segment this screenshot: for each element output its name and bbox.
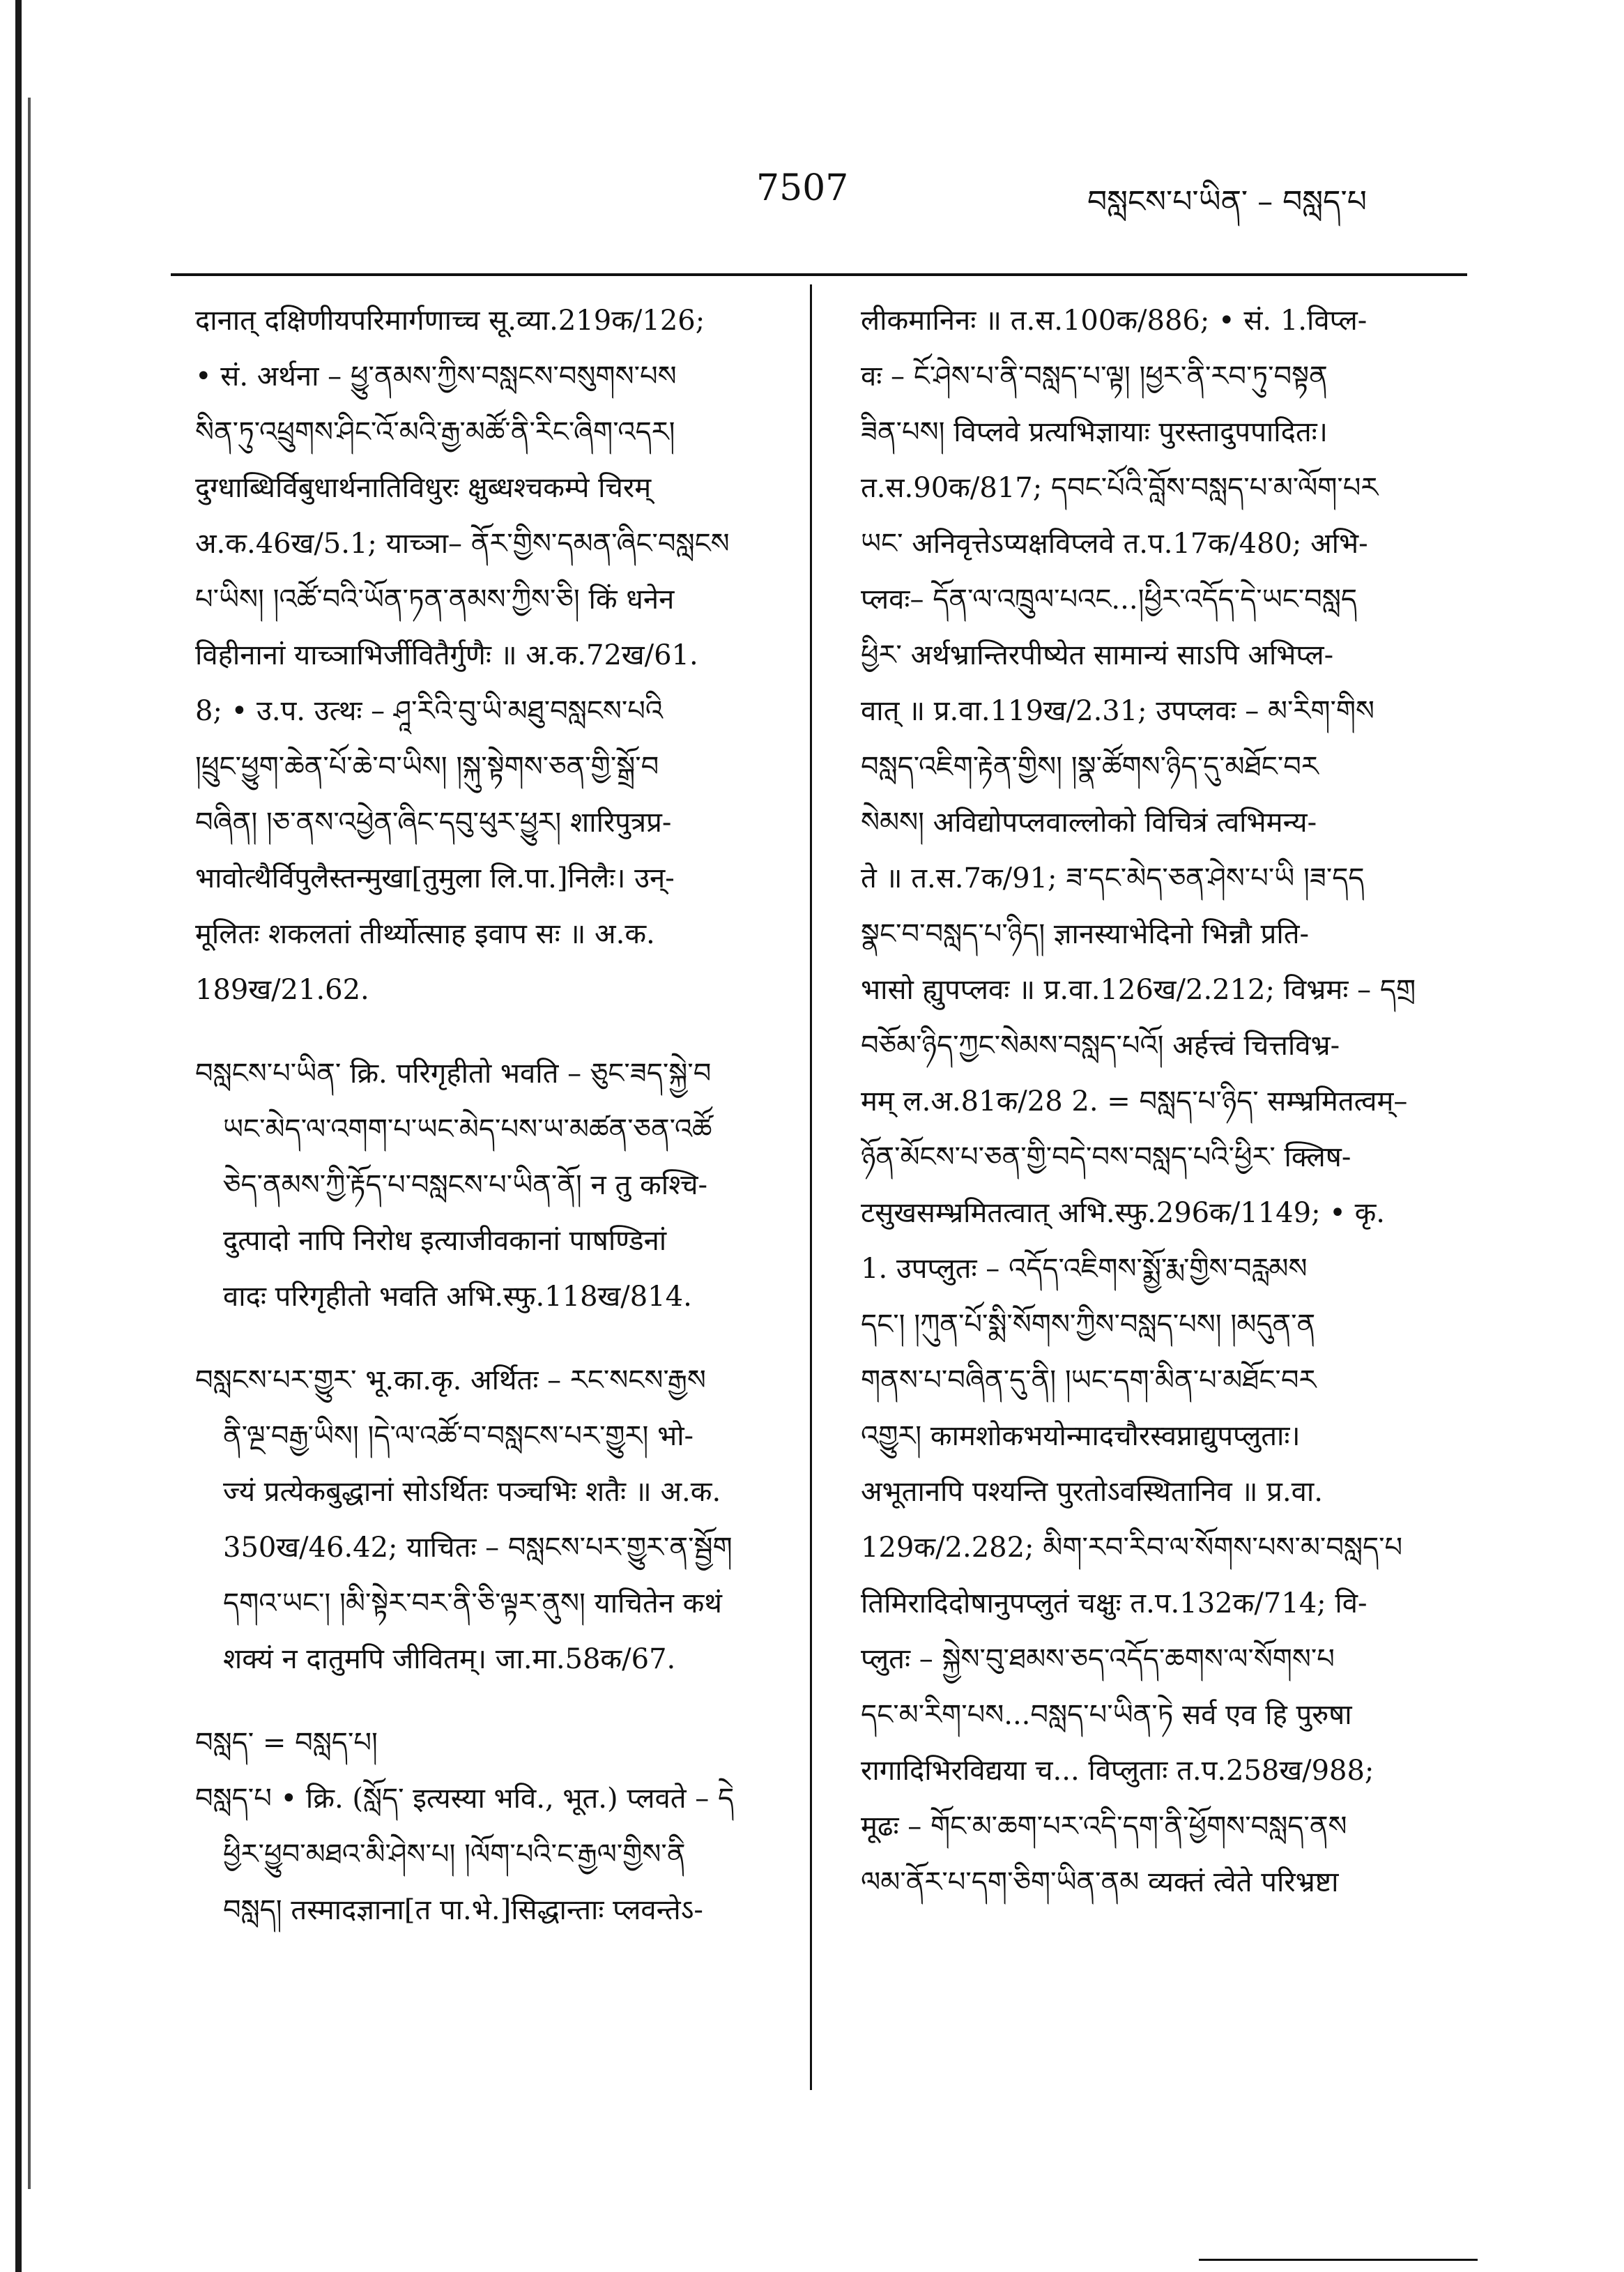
text-line: འགྱུར། कामशोकभयोन्मादचौरस्वप्नाद्युपप्लुताः। bbox=[861, 1420, 1301, 1452]
text-line: ཅེད་ནམས་ཀྱི་རྟོད་པ་བསླངས་པ་ཡིན་ནོ། न तु कश्चि- bbox=[223, 1169, 707, 1201]
text-line: लीकमानिनः ॥ त.स.100क/886; • सं. 1.विप्ल- bbox=[861, 305, 1368, 337]
right-column bbox=[861, 293, 1474, 1910]
text-line: 1. उपप्लुतः – འདོད་འཇིགས་སྨྱོ་རྨ་གྱིས་བརླམས bbox=[861, 1253, 1308, 1285]
text-line: སེམས། अविद्योपप्लवाल्लोको विचित्रं त्वभिमन्य- bbox=[861, 807, 1317, 839]
header-rule bbox=[171, 273, 1467, 276]
entry-gap bbox=[195, 1018, 795, 1046]
text-line: वादः परिगृहीतो भवति अभि.स्फु.118ख/814. bbox=[223, 1281, 692, 1313]
text-line: ཡང་མེད་ལ་འགག་པ་ཡང་མེད་པས་ཡ་མཚན་ཅན་འཚོ bbox=[223, 1113, 712, 1145]
text-line: ནི་ལྔ་བརྒྱ་ཡིས། །དེ་ལ་འཚོ་བ་བསླངས་པར་གྱུར། भो- bbox=[223, 1420, 694, 1452]
text-line: मम् ल.अ.81क/28 2. = བསླད་པ་ཉིད་ सम्भ्रमितत्वम्– bbox=[861, 1085, 1408, 1118]
text-line: प्लवः– དོན་ལ་འཁྲུལ་པའང...།ཕྱིར་འདོད་དེ་ཡང་བསླད bbox=[861, 584, 1357, 616]
text-line: दुग्धाब्धिर्विबुधार्थनातिविधुरः क्षुब्धश्चकम्पे चिरम् bbox=[195, 472, 652, 504]
text-line: གནས་པ་བཞིན་དུ་ནི། །ཡང་དག་མིན་པ་མཐོང་བར bbox=[861, 1364, 1317, 1396]
text-line: ཟིན་པས། विप्लवे प्रत्यभिज्ञायाः पुरस्तादुपपादितः। bbox=[861, 416, 1328, 448]
text-line: अ.क.46ख/5.1; याच्ञा– ནོར་གྱིས་དམན་ཞིང་བསླངས bbox=[195, 528, 730, 560]
text-line: 8; • उ.प. उत्थः – ཤཱ་རིའི་བུ་ཡི་མཐུ་བསླངས་པའི bbox=[195, 695, 664, 727]
text-line: བཅོམ་ཉིད་ཀྱང་སེམས་བསླད་པའོ། अर्हत्त्वं चित्तविभ्र- bbox=[861, 1030, 1340, 1062]
text-line: བསླངས་པ་ཡིན་ क्रि. परिगृहीतो भवति – ཅུང་ཟད་སྐྱེ་བ bbox=[195, 1058, 712, 1090]
text-line: शक्यं न दातुमपि जीवितम्। जा.मा.58क/67. bbox=[223, 1643, 676, 1675]
text-line: विहीनानां याच्ञाभिर्जीवितैर्गुणैः ॥ अ.क.72ख/61. bbox=[195, 639, 698, 671]
left-column bbox=[195, 293, 795, 1938]
text-line: वात् ॥ प्र.वा.119ख/2.31; उपप्लवः – མ་རིག་གིས bbox=[861, 695, 1375, 727]
text-line: པ་ཡིས། །འཚོ་བའི་ཡོན་ཏན་ནམས་ཀྱིས་ཅི། किं धनेन bbox=[195, 584, 675, 616]
text-line: भावोत्थैर्विपुलैस्तन्मुखा[तुमुला लि.पा.]निलैः। उन्- bbox=[195, 862, 675, 894]
text-line: 350ख/46.42; याचितः – བསླངས་པར་གྱུར་ན་སྦྱོག bbox=[223, 1532, 733, 1564]
text-line: བསླངས་པར་གྱུར་ भू.का.कृ. अर्थितः – རང་སངས་རྒྱས bbox=[195, 1364, 706, 1396]
text-line: དགའ་ཡང་། །མི་སྟེར་བར་ནི་ཅི་ལྟར་ནུས། याचितेन कथं bbox=[223, 1587, 722, 1619]
text-line: ལམ་ནོར་པ་དག་ཅིག་ཡིན་ནམ व्यक्तं त्वेते परिभ्रष्टा bbox=[861, 1866, 1339, 1898]
text-line: བསླད་པ • क्रि. (སློད་ इत्यस्या भवि., भूत.) प्लवते – དེ bbox=[195, 1783, 735, 1815]
text-line: मूढः – གོང་མ་ཆག་པར་འདི་དག་ནི་ཕྱོགས་བསླད་ནས bbox=[861, 1810, 1347, 1843]
footer-rule bbox=[1199, 2259, 1478, 2261]
text-line: दानात् दक्षिणीयपरिमार्गणाच्च सू.व्या.219क/126; bbox=[195, 305, 705, 337]
text-line: ज्यं प्रत्येकबुद्धानां सोऽर्थितः पञ्चभिः शतैः ॥ अ.क. bbox=[223, 1476, 721, 1508]
text-line: प्लुतः – སྐྱེས་བུ་ཐམས་ཅད་འདོད་ཆགས་ལ་སོགས་པ bbox=[861, 1643, 1335, 1675]
text-line: སིན་ཏུ་འཕྲུགས་ཤིང་འོ་མའི་རྒྱ་མཚོ་ནི་རིང་ཞིག་འདར། bbox=[195, 416, 675, 448]
text-line: བསླད་ = བསླད་པ། bbox=[195, 1727, 378, 1759]
text-line: བསླད། तस्मादज्ञाना[त पा.भे.]सिद्धान्ताः प्लवन्तेऽ- bbox=[223, 1894, 703, 1926]
entry-gap bbox=[195, 1687, 795, 1715]
text-line: བཞིན། །ཅ་ནས་འཕྱེན་ཞིང་དབུ་ཕུར་ཕྱུར། शारिपुत्रप्र- bbox=[195, 807, 672, 839]
text-line: रागादिभिरविद्यया च... विप्लुताः त.प.258ख/988; bbox=[861, 1755, 1374, 1787]
text-line: अभूतानपि पश्यन्ति पुरतोऽवस्थितानिव ॥ प्र.वा. bbox=[861, 1476, 1323, 1508]
text-line: །ཕྲུང་ཕྱུག་ཆེན་པོ་ཆེ་བ་ཡིས། །སྐུ་སྟེགས་ཅན་གྱི་སྒྲོ་བ bbox=[195, 751, 659, 783]
page-number: 7507 bbox=[756, 167, 849, 209]
text-line: वः – ངོ་ཤེས་པ་ནི་བསླད་པ་ལྟ། །ཕྱར་ནི་རབ་ཏུ་བསྟན bbox=[861, 360, 1328, 392]
text-line: ते ॥ त.स.7क/91; ཟ་དང་མེད་ཅན་ཤེས་པ་ཡི །ཟ་དད bbox=[861, 862, 1365, 894]
text-line: ཕྱིར་ཕྱུབ་མཐའ་མི་ཤེས་པ། །ལོག་པའི་ང་རྒྱལ་གྱིས་ནི bbox=[223, 1838, 686, 1870]
text-line: དང་། །ཀུན་པོ་སྨི་སོགས་ཀྱིས་བསླད་པས། །མདུན་ན bbox=[861, 1309, 1316, 1341]
text-line: 189ख/21.62. bbox=[195, 974, 369, 1006]
text-line: བསླད་འཇིག་རྟེན་གྱིས། །སྣ་ཚོགས་ཉིད་དུ་མཐོང་བར bbox=[861, 751, 1319, 783]
text-line: त.स.90क/817; དབང་པོའི་བློས་བསླད་པ་མ་ལོག་པར bbox=[861, 472, 1379, 504]
running-head: བསླངས་པ་ཡིན་ – བསླད་པ bbox=[1087, 184, 1367, 220]
text-line: टसुखसम्भ्रमितत्वात् अभि.स्फु.296क/1149; • कृ. bbox=[861, 1197, 1386, 1229]
column-divider bbox=[810, 284, 812, 2090]
text-line: 129क/2.282; མིག་རབ་རིབ་ལ་སོགས་པས་མ་བསླད་པ bbox=[861, 1532, 1403, 1564]
text-line: ཡང་ अनिवृत्तेऽप्यक्षविप्लवे त.प.17क/480; अभि- bbox=[861, 528, 1368, 560]
text-line: ཉོན་མོངས་པ་ཅན་གྱི་བདེ་བས་བསླད་པའི་ཕྱིར་ क्लिष- bbox=[861, 1141, 1351, 1173]
text-line: तिमिरादिदोषानुपप्लुतं चक्षुः त.प.132क/714; वि- bbox=[861, 1587, 1368, 1619]
text-line: भासो ह्युपप्लवः ॥ प्र.वा.126ख/2.212; विभ्रमः – དགྲ bbox=[861, 974, 1416, 1006]
text-line: दुत्पादो नापि निरोध इत्याजीवकानां पाषण्डिनां bbox=[223, 1225, 667, 1257]
page-binding-edge bbox=[15, 0, 22, 2272]
text-line: སྣང་བ་བསླད་པ་ཉིད། ज्ञानस्याभेदिनो भिन्नौ प्रति- bbox=[861, 918, 1310, 950]
text-line: ཕྱིར་ अर्थभ्रान्तिरपीष्येत सामान्यं साऽपि अभिप्ल- bbox=[861, 639, 1334, 671]
text-line: मूलितः शकलतां तीर्थ्योत्साह इवाप सः ॥ अ.क. bbox=[195, 918, 655, 950]
entry-gap bbox=[195, 1325, 795, 1352]
page-binding-shadow bbox=[28, 98, 31, 2189]
text-line: • सं. अर्थना – ཕྱུ་ནམས་ཀྱིས་བསླངས་བསུགས་པས bbox=[195, 360, 677, 392]
text-line: དང་མ་རིག་པས...བསླད་པ་ཡིན་ཏེ सर्व एव हि पुरुषा bbox=[861, 1699, 1352, 1731]
